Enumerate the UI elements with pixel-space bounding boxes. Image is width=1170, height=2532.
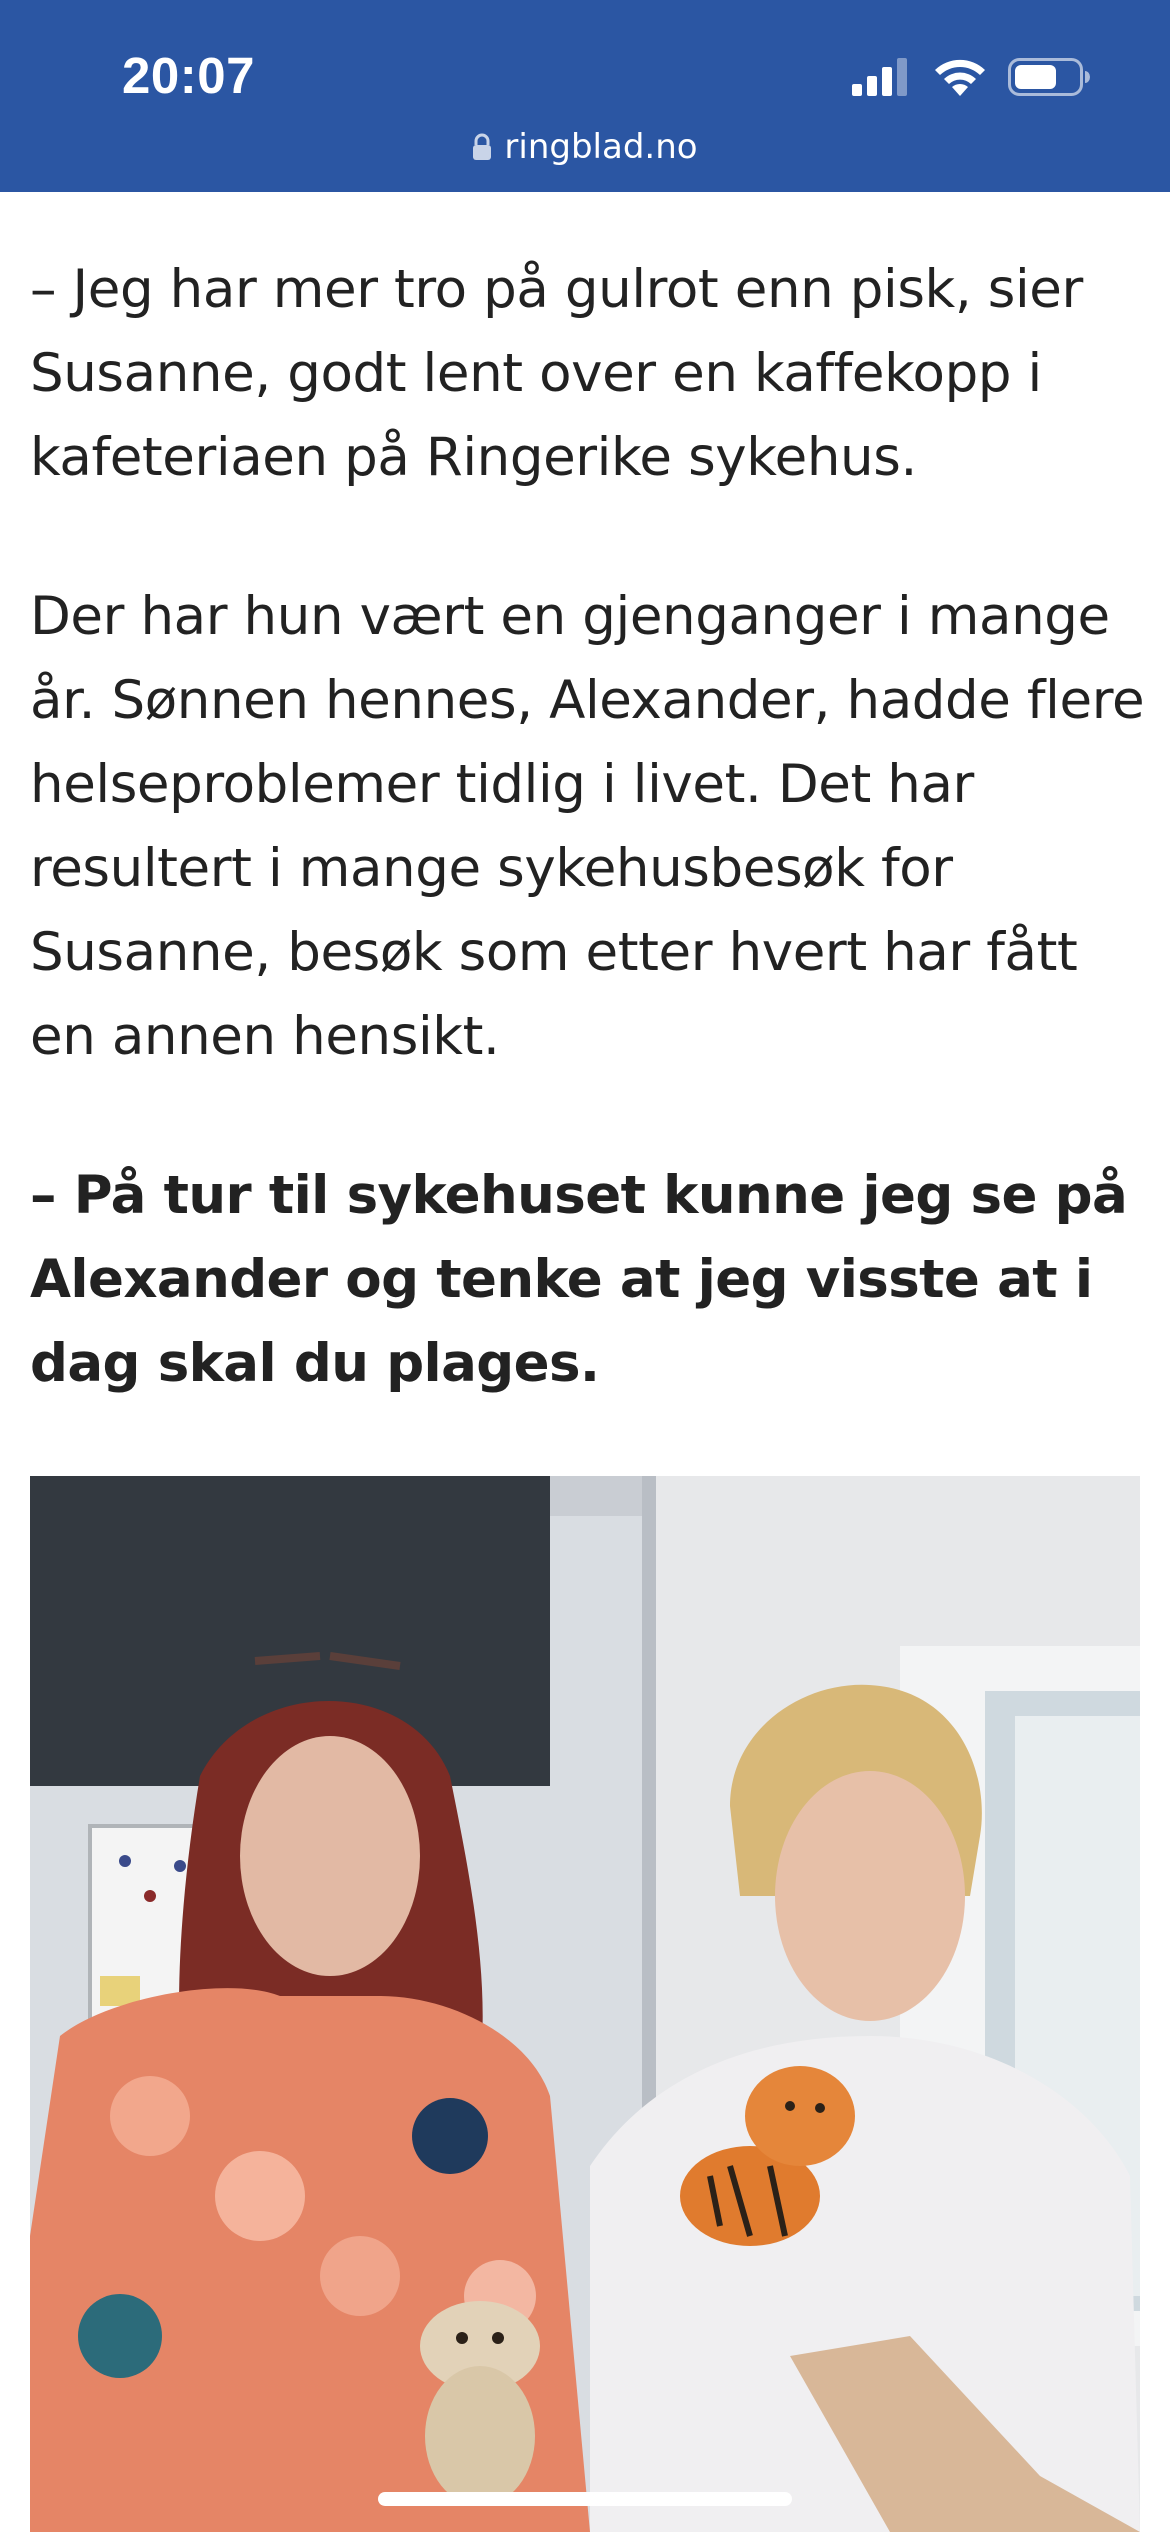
signal-icon <box>852 58 912 98</box>
article-paragraph: Der har hun vært en gjenganger i mange år. Sønnen hennes, Alexander, hadde flere helseproblemer tidlig i livet. Det har resultert i mange sykehusbesøk for Susanne, besøk som etter hvert har fått en annen hensikt. <box>30 586 1145 1067</box>
url-text: ringblad.no <box>504 127 698 167</box>
browser-header <box>0 0 1170 192</box>
home-indicator[interactable] <box>378 2492 792 2506</box>
article-photo[interactable] <box>30 1476 1140 2532</box>
article-body <box>30 248 1150 1481</box>
address-bar[interactable] <box>0 124 1170 170</box>
article-paragraph: – Jeg har mer tro på gulrot enn pisk, sier Susanne, godt lent over en kaffekopp i kafeteriaen på Ringerike sykehus. <box>30 259 1083 488</box>
status-icons <box>852 52 1092 102</box>
lock-icon <box>472 133 492 161</box>
status-time: 20:07 <box>122 47 255 104</box>
wifi-icon <box>932 56 988 98</box>
article-quote-bold: – På tur til sykehuset kunne jeg se på Alexander og tenke at jeg visste at i dag skal du plages. <box>30 1165 1128 1394</box>
article-photo-illustration <box>30 1476 1140 2532</box>
battery-icon <box>1008 58 1092 98</box>
